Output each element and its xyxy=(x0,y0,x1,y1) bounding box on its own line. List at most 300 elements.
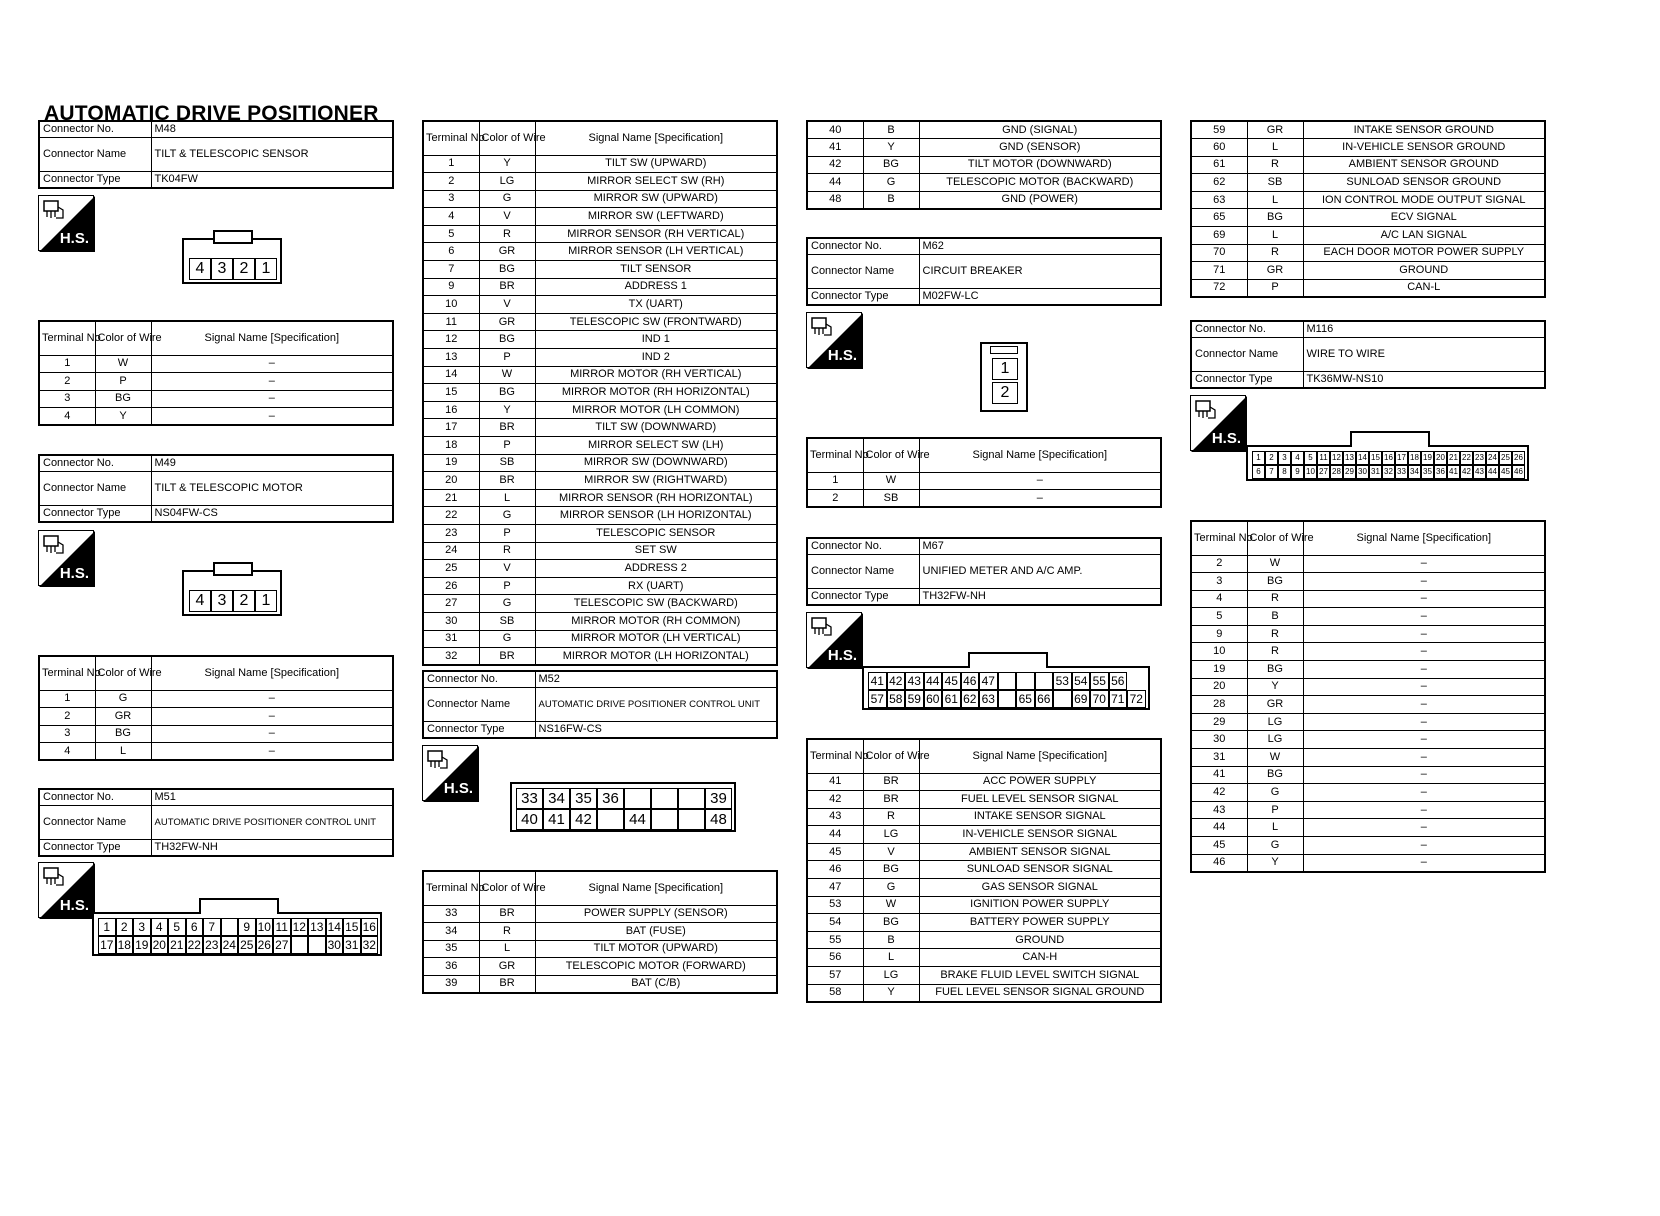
info-row xyxy=(423,722,777,739)
info-row xyxy=(1191,338,1545,372)
info-label: Connector Type xyxy=(39,506,151,523)
info-row xyxy=(39,506,393,523)
info-label: Connector Name xyxy=(39,138,151,172)
pin-cell: 36 xyxy=(1434,465,1447,479)
wire-color: L xyxy=(479,940,535,958)
pin-cell: 35 xyxy=(1421,465,1434,479)
pin-cell: 11 xyxy=(1317,451,1330,465)
info-value: AUTOMATIC DRIVE POSITIONER CONTROL UNIT xyxy=(535,688,777,722)
signal-name: MIRROR MOTOR (RH COMMON) xyxy=(535,612,777,630)
connector-hand-icon xyxy=(810,316,834,338)
signal-name: – xyxy=(151,708,393,726)
signal-name: TILT SW (UPWARD) xyxy=(535,155,777,173)
connector-latch xyxy=(213,562,253,576)
info-label: Connector Name xyxy=(807,255,919,289)
signal-header: Signal Name [Specification] xyxy=(535,871,777,905)
wire-color: P xyxy=(1247,279,1303,297)
table-row xyxy=(807,472,1161,490)
table-row xyxy=(423,472,777,490)
info-value: M48 xyxy=(151,121,393,138)
terminal-no: 22 xyxy=(423,507,479,525)
pin-cell: 41 xyxy=(1447,465,1460,479)
pin-cell: 12 xyxy=(1330,451,1343,465)
pin-cell: 42 xyxy=(1460,465,1473,479)
table-row xyxy=(1191,139,1545,157)
wire-color: R xyxy=(1247,590,1303,608)
terminal-no: 9 xyxy=(1191,625,1247,643)
page-title: AUTOMATIC DRIVE POSITIONER xyxy=(44,102,379,125)
signal-name: GND (POWER) xyxy=(919,191,1161,209)
table-row xyxy=(807,808,1161,826)
wire-color: Y xyxy=(479,401,535,419)
wire-color: BG xyxy=(479,261,535,279)
signal-name: ADDRESS 1 xyxy=(535,278,777,296)
pin-cell: 1 xyxy=(255,590,277,612)
pin-cell: 31 xyxy=(343,936,361,954)
info-value: M49 xyxy=(151,455,393,472)
wire-color: B xyxy=(1247,608,1303,626)
wire-color: BG xyxy=(863,914,919,932)
wire-color: G xyxy=(479,595,535,613)
signal-name: GND (SIGNAL) xyxy=(919,121,1161,139)
connector-hand-icon xyxy=(42,199,66,221)
connector-face-m67 xyxy=(862,666,1150,710)
table-row xyxy=(1191,174,1545,192)
info-row xyxy=(423,688,777,722)
wire-color: LG xyxy=(863,826,919,844)
wire-color: LG xyxy=(863,967,919,985)
terminal-no: 16 xyxy=(423,401,479,419)
wire-color: V xyxy=(479,208,535,226)
wire-color: Y xyxy=(1247,854,1303,872)
pin-cell: 7 xyxy=(203,918,221,936)
terminal-no: 46 xyxy=(1191,854,1247,872)
terminal-no: 9 xyxy=(423,278,479,296)
wire-color: L xyxy=(1247,139,1303,157)
pin-cell: 5 xyxy=(1304,451,1317,465)
wire-color: R xyxy=(863,808,919,826)
wire-color: L xyxy=(1247,819,1303,837)
table-row xyxy=(807,984,1161,1002)
pin-cell: 18 xyxy=(116,936,134,954)
pin-cell: 71 xyxy=(1109,690,1128,708)
info-value: TILT & TELESCOPIC SENSOR xyxy=(151,138,393,172)
signal-name: – xyxy=(1303,819,1545,837)
signal-name: ECV SIGNAL xyxy=(1303,209,1545,227)
wire-color: GR xyxy=(1247,121,1303,139)
table-row xyxy=(423,612,777,630)
signal-name: – xyxy=(1303,837,1545,855)
signal-name: IN-VEHICLE SENSOR GROUND xyxy=(1303,139,1545,157)
terminal-no: 58 xyxy=(807,984,863,1002)
pin-cell: 41 xyxy=(868,672,887,690)
pin-cell: 18 xyxy=(1408,451,1421,465)
connector-hand-icon xyxy=(1194,399,1218,421)
pin-cell: 22 xyxy=(1460,451,1473,465)
pin-cell: 62 xyxy=(961,690,980,708)
pin-cell: 25 xyxy=(1499,451,1512,465)
hs-label: H.S. xyxy=(59,897,89,914)
pin-cell: 66 xyxy=(1035,690,1054,708)
terminal-no-header: Terminal No. xyxy=(39,321,95,355)
signal-header: Signal Name [Specification] xyxy=(151,656,393,690)
table-row xyxy=(1191,819,1545,837)
terminal-no: 43 xyxy=(807,808,863,826)
terminal-no: 4 xyxy=(423,208,479,226)
pin-cell: 26 xyxy=(1512,451,1525,465)
signal-name: – xyxy=(151,690,393,708)
table-row xyxy=(423,366,777,384)
pin-cell: 14 xyxy=(326,918,344,936)
table-row xyxy=(423,296,777,314)
harness-side-icon xyxy=(38,862,94,918)
pin-cell: 1 xyxy=(992,358,1018,380)
terminal-no: 31 xyxy=(423,630,479,648)
pin-cell: 47 xyxy=(979,672,998,690)
terminal-no: 30 xyxy=(423,612,479,630)
signal-name: BAT (FUSE) xyxy=(535,923,777,941)
pin-cell: 4 xyxy=(189,258,211,280)
connector-face-m52 xyxy=(510,782,736,832)
terminal-table xyxy=(422,870,778,994)
terminal-no: 36 xyxy=(423,958,479,976)
pin-cell: 34 xyxy=(1408,465,1421,479)
wire-color: R xyxy=(1247,625,1303,643)
wire-color: GR xyxy=(95,708,151,726)
info-row xyxy=(39,172,393,189)
info-row xyxy=(39,806,393,840)
wire-color: BR xyxy=(479,648,535,666)
table-row xyxy=(1191,854,1545,872)
pin-cell: 6 xyxy=(1252,465,1265,479)
connector-info-m48 xyxy=(38,120,394,189)
wire-color: LG xyxy=(479,173,535,191)
terminal-table-m67 xyxy=(806,738,1162,1003)
table-row xyxy=(423,419,777,437)
pin-cell: 13 xyxy=(1343,451,1356,465)
signal-name: IGNITION POWER SUPPLY xyxy=(919,896,1161,914)
pin-cell: 48 xyxy=(705,809,732,830)
connector-hand-icon xyxy=(42,866,66,888)
table-row xyxy=(423,261,777,279)
pin-cell: 27 xyxy=(273,936,291,954)
wire-color: BR xyxy=(479,419,535,437)
signal-name: MIRROR SW (RIGHTWARD) xyxy=(535,472,777,490)
pin-cell: 43 xyxy=(1473,465,1486,479)
pin-cell: 32 xyxy=(361,936,379,954)
signal-name: FUEL LEVEL SENSOR SIGNAL xyxy=(919,791,1161,809)
pin-cell: 4 xyxy=(1291,451,1304,465)
wire-color: BR xyxy=(479,472,535,490)
info-value: TK04FW xyxy=(151,172,393,189)
terminal-no: 17 xyxy=(423,419,479,437)
wire-color: L xyxy=(863,949,919,967)
terminal-no: 2 xyxy=(423,173,479,191)
table-row xyxy=(423,489,777,507)
table-row xyxy=(39,408,393,426)
connector-latch xyxy=(968,652,1048,668)
connector-info-table xyxy=(806,537,1162,606)
signal-name: SET SW xyxy=(535,542,777,560)
signal-name: BRAKE FLUID LEVEL SWITCH SIGNAL xyxy=(919,967,1161,985)
wire-color: P xyxy=(95,373,151,391)
signal-name: TILT MOTOR (UPWARD) xyxy=(535,940,777,958)
pin-cell: 20 xyxy=(151,936,169,954)
signal-name: SUNLOAD SENSOR GROUND xyxy=(1303,174,1545,192)
table-row xyxy=(423,384,777,402)
signal-name: MIRROR MOTOR (LH COMMON) xyxy=(535,401,777,419)
pin-cell: 3 xyxy=(211,590,233,612)
pin-cell: 46 xyxy=(961,672,980,690)
signal-name: MIRROR SENSOR (LH HORIZONTAL) xyxy=(535,507,777,525)
table-row xyxy=(1191,262,1545,280)
wire-color: B xyxy=(863,121,919,139)
terminal-no: 18 xyxy=(423,437,479,455)
signal-name: TELESCOPIC MOTOR (FORWARD) xyxy=(535,958,777,976)
pin-cell xyxy=(221,918,239,936)
terminal-no: 12 xyxy=(423,331,479,349)
hs-label: H.S. xyxy=(827,647,857,664)
harness-side-icon xyxy=(38,530,94,586)
signal-name: AMBIENT SENSOR SIGNAL xyxy=(919,843,1161,861)
table-row xyxy=(807,156,1161,174)
connector-info-m62 xyxy=(806,237,1162,306)
wire-color: G xyxy=(1247,784,1303,802)
info-row xyxy=(807,589,1161,606)
pin-cell: 6 xyxy=(186,918,204,936)
connector-info-m67 xyxy=(806,537,1162,606)
signal-name: INTAKE SENSOR GROUND xyxy=(1303,121,1545,139)
pin-cell: 8 xyxy=(1278,465,1291,479)
terminal-table-m48 xyxy=(38,320,394,426)
terminal-no: 4 xyxy=(39,408,95,426)
table-row xyxy=(423,401,777,419)
table-row xyxy=(807,791,1161,809)
pin-cell: 63 xyxy=(979,690,998,708)
wire-color: BG xyxy=(479,331,535,349)
info-row xyxy=(423,671,777,688)
terminal-table xyxy=(806,738,1162,1003)
color-header: Color of Wire xyxy=(1247,521,1303,555)
pin-cell: 2 xyxy=(233,590,255,612)
table-row xyxy=(807,121,1161,139)
terminal-no: 20 xyxy=(423,472,479,490)
pin-cell: 44 xyxy=(1486,465,1499,479)
wire-color: BG xyxy=(479,384,535,402)
info-label: Connector Type xyxy=(39,172,151,189)
table-row xyxy=(1191,696,1545,714)
info-label: Connector Name xyxy=(1191,338,1303,372)
table-row xyxy=(1191,244,1545,262)
info-value: M116 xyxy=(1303,321,1545,338)
terminal-no: 41 xyxy=(1191,766,1247,784)
table-row xyxy=(423,524,777,542)
terminal-no: 10 xyxy=(423,296,479,314)
terminal-no: 1 xyxy=(39,690,95,708)
wire-color: Y xyxy=(95,408,151,426)
info-label: Connector Type xyxy=(807,289,919,306)
table-row xyxy=(423,437,777,455)
terminal-no: 48 xyxy=(807,191,863,209)
terminal-no: 5 xyxy=(1191,608,1247,626)
table-row xyxy=(423,542,777,560)
table-row xyxy=(1191,156,1545,174)
signal-name: – xyxy=(151,390,393,408)
pin-cell: 2 xyxy=(1265,451,1278,465)
wire-color: SB xyxy=(479,612,535,630)
signal-name: TELESCOPIC MOTOR (BACKWARD) xyxy=(919,174,1161,192)
connector-face-m116 xyxy=(1246,445,1529,481)
signal-name: RX (UART) xyxy=(535,577,777,595)
terminal-no: 57 xyxy=(807,967,863,985)
terminal-table-header xyxy=(1191,521,1545,555)
pin-cell xyxy=(1035,672,1054,690)
connector-hand-icon xyxy=(426,749,450,771)
pin-cell: 72 xyxy=(1127,690,1146,708)
pin-cell: 7 xyxy=(1265,465,1278,479)
wire-color: W xyxy=(863,472,919,490)
info-row xyxy=(39,789,393,806)
terminal-no: 44 xyxy=(807,826,863,844)
pin-cell xyxy=(998,690,1017,708)
table-row xyxy=(423,331,777,349)
wire-color: LG xyxy=(1247,713,1303,731)
wire-color: Y xyxy=(479,155,535,173)
terminal-no: 33 xyxy=(423,905,479,923)
table-row xyxy=(1191,766,1545,784)
table-row xyxy=(39,743,393,761)
pin-cell: 10 xyxy=(256,918,274,936)
connector-face-m62 xyxy=(980,342,1028,412)
signal-name: MIRROR SELECT SW (LH) xyxy=(535,437,777,455)
terminal-table xyxy=(38,320,394,426)
terminal-no: 71 xyxy=(1191,262,1247,280)
pin-cell: 60 xyxy=(924,690,943,708)
wire-color: SB xyxy=(863,490,919,508)
signal-name: SUNLOAD SENSOR SIGNAL xyxy=(919,861,1161,879)
table-row xyxy=(1191,121,1545,139)
table-row xyxy=(1191,678,1545,696)
wire-color: BR xyxy=(863,791,919,809)
harness-side-icon xyxy=(806,312,862,368)
hs-label: H.S. xyxy=(59,565,89,582)
info-row xyxy=(807,238,1161,255)
terminal-table-header xyxy=(39,321,393,355)
table-row xyxy=(423,313,777,331)
signal-name: – xyxy=(1303,731,1545,749)
pin-cell: 15 xyxy=(1369,451,1382,465)
terminal-no: 2 xyxy=(807,490,863,508)
connector-info-m51 xyxy=(38,788,394,857)
terminal-no: 23 xyxy=(423,524,479,542)
hs-label: H.S. xyxy=(443,780,473,797)
pin-cell: 17 xyxy=(1395,451,1408,465)
info-value: NS16FW-CS xyxy=(535,722,777,739)
table-row xyxy=(423,630,777,648)
table-row xyxy=(1191,784,1545,802)
color-header: Color of Wire xyxy=(479,121,535,155)
info-row xyxy=(39,121,393,138)
table-row xyxy=(1191,555,1545,573)
wire-color: R xyxy=(1247,643,1303,661)
pin-cell xyxy=(291,936,309,954)
pin-cell: 10 xyxy=(1304,465,1317,479)
info-label: Connector Name xyxy=(39,806,151,840)
signal-name: CAN-H xyxy=(919,949,1161,967)
table-row xyxy=(39,708,393,726)
terminal-no: 56 xyxy=(807,949,863,967)
signal-name: – xyxy=(1303,661,1545,679)
connector-info-table xyxy=(38,788,394,857)
terminal-no-header: Terminal No. xyxy=(39,656,95,690)
wire-color: LG xyxy=(1247,731,1303,749)
pin-cell: 3 xyxy=(133,918,151,936)
connector-face-m51 xyxy=(92,912,382,956)
signal-name: – xyxy=(919,472,1161,490)
signal-name: – xyxy=(1303,643,1545,661)
pin-cell: 3 xyxy=(211,258,233,280)
info-value: NS04FW-CS xyxy=(151,506,393,523)
signal-name: TX (UART) xyxy=(535,296,777,314)
terminal-no: 3 xyxy=(39,390,95,408)
signal-name: – xyxy=(151,355,393,373)
signal-name: MIRROR SW (UPWARD) xyxy=(535,190,777,208)
info-value: WIRE TO WIRE xyxy=(1303,338,1545,372)
pin-cell: 35 xyxy=(570,788,597,809)
signal-name: – xyxy=(151,408,393,426)
wire-color: BR xyxy=(863,773,919,791)
table-row xyxy=(423,577,777,595)
pin-cell: 44 xyxy=(924,672,943,690)
wire-color: R xyxy=(479,923,535,941)
wire-color: BR xyxy=(479,905,535,923)
info-value: M02FW-LC xyxy=(919,289,1161,306)
terminal-no: 13 xyxy=(423,349,479,367)
wire-color: W xyxy=(95,355,151,373)
table-row xyxy=(423,923,777,941)
table-row xyxy=(807,896,1161,914)
pin-cell: 19 xyxy=(133,936,151,954)
signal-name: BAT (C/B) xyxy=(535,975,777,993)
terminal-no: 5 xyxy=(423,225,479,243)
info-row xyxy=(1191,372,1545,389)
terminal-no: 35 xyxy=(423,940,479,958)
pin-cell: 43 xyxy=(905,672,924,690)
signal-header: Signal Name [Specification] xyxy=(151,321,393,355)
pin-cell: 19 xyxy=(1421,451,1434,465)
color-header: Color of Wire xyxy=(95,321,151,355)
signal-name: TILT MOTOR (DOWNWARD) xyxy=(919,156,1161,174)
table-row xyxy=(807,174,1161,192)
pin-cell: 2 xyxy=(233,258,255,280)
table-row xyxy=(423,278,777,296)
signal-name: IND 1 xyxy=(535,331,777,349)
pin-cell: 24 xyxy=(1486,451,1499,465)
signal-header: Signal Name [Specification] xyxy=(535,121,777,155)
pin-cell xyxy=(1016,672,1035,690)
color-header: Color of Wire xyxy=(479,871,535,905)
wire-color: BG xyxy=(1247,661,1303,679)
terminal-no: 19 xyxy=(423,454,479,472)
terminal-no: 54 xyxy=(807,914,863,932)
info-label: Connector No. xyxy=(39,789,151,806)
terminal-no: 11 xyxy=(423,313,479,331)
info-label: Connector No. xyxy=(1191,321,1303,338)
terminal-no: 46 xyxy=(807,861,863,879)
signal-name: MIRROR SELECT SW (RH) xyxy=(535,173,777,191)
terminal-no: 2 xyxy=(39,708,95,726)
table-row xyxy=(807,861,1161,879)
